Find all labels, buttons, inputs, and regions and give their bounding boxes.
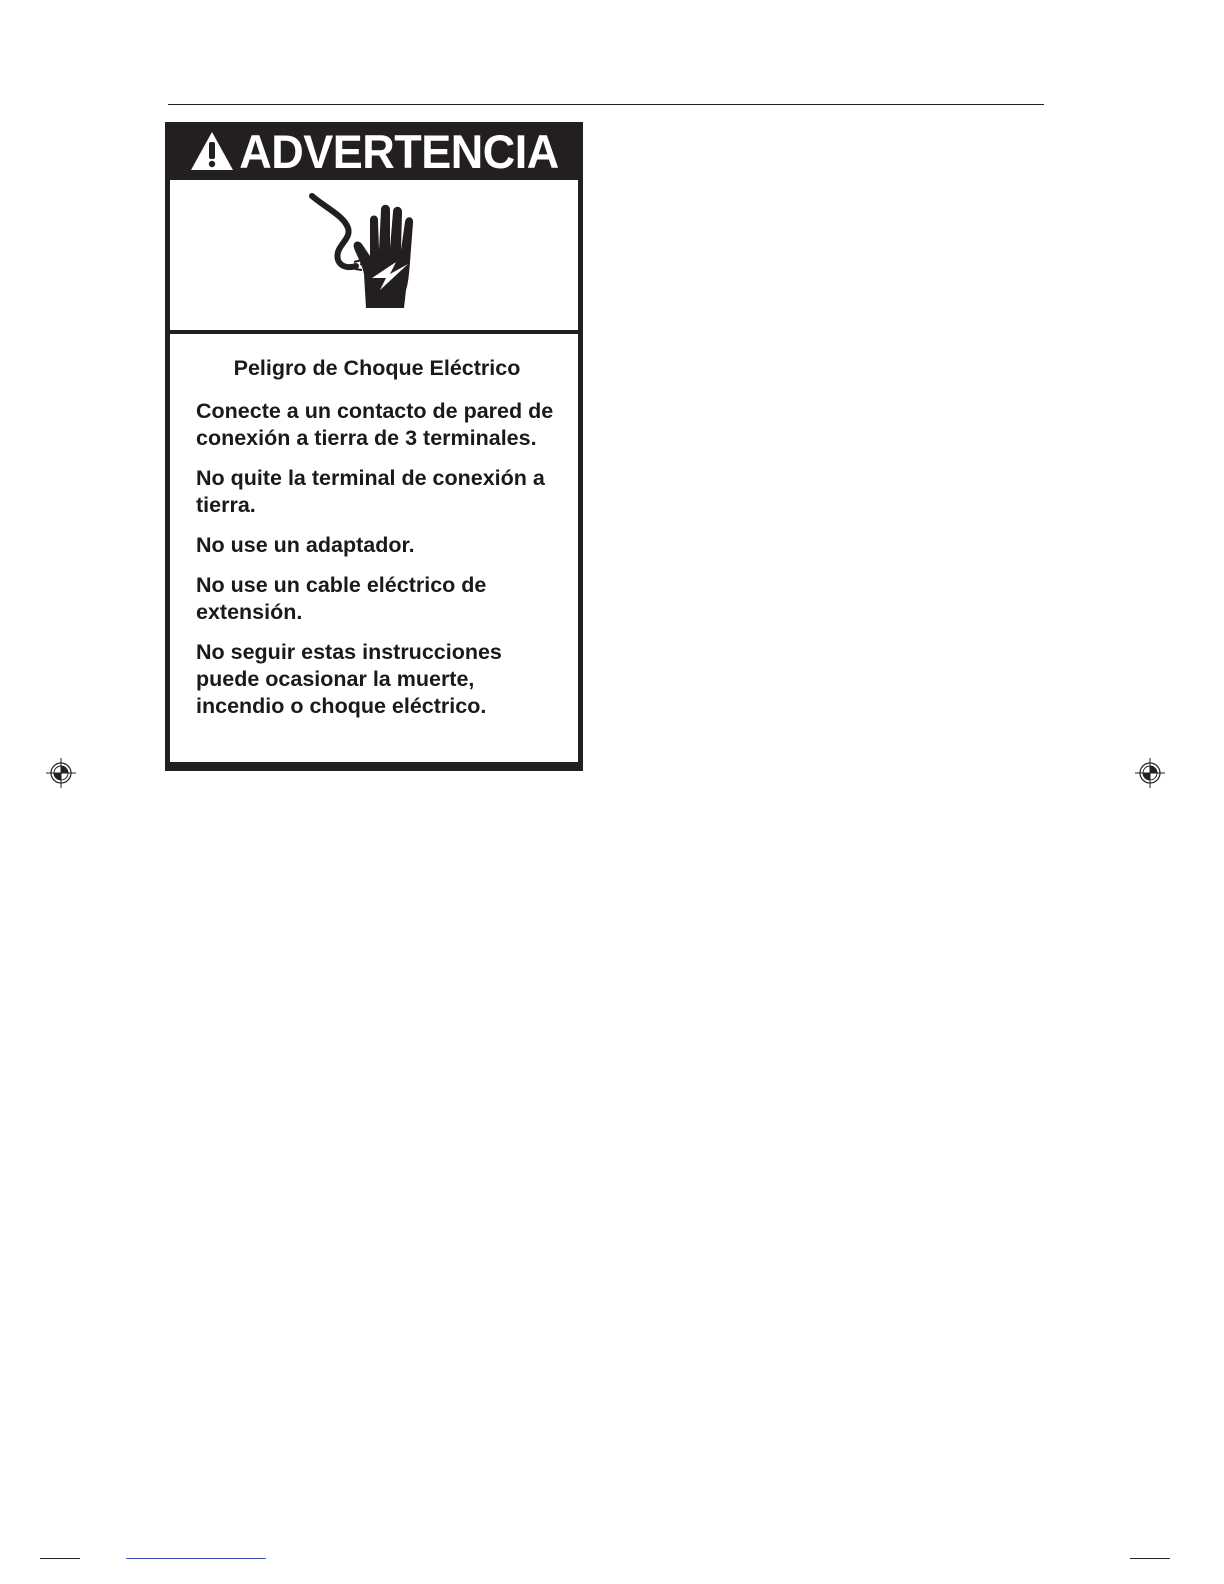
registration-mark-icon bbox=[46, 758, 76, 788]
header-rule bbox=[168, 104, 1044, 105]
hazard-name: Peligro de Choque Eléctrico bbox=[233, 356, 521, 380]
instruction-item: No use un cable eléctrico de extensión. bbox=[196, 572, 487, 624]
instructions-panel bbox=[170, 334, 578, 762]
electric-shock-hand-icon bbox=[304, 190, 444, 320]
instruction-item: No use un adaptador. bbox=[196, 532, 415, 557]
footer-crop-mark bbox=[40, 1558, 80, 1559]
footer-link-rule bbox=[126, 1558, 266, 1559]
exclamation-triangle-icon bbox=[189, 130, 235, 172]
registration-mark-icon bbox=[1135, 758, 1165, 788]
warning-title: ADVERTENCIA bbox=[239, 124, 559, 178]
instruction-item: Conecte a un contacto de pared de conexión a tierra de 3 terminales. bbox=[196, 398, 554, 450]
instruction-item: No quite la terminal de conexión a tierra. bbox=[196, 465, 545, 517]
warning-label bbox=[165, 122, 583, 771]
warning-header bbox=[170, 122, 578, 180]
footer-crop-mark bbox=[1130, 1558, 1170, 1559]
pictogram-panel bbox=[170, 180, 578, 330]
consequence-statement: No seguir estas instrucciones puede ocasionar la muerte, incendio o choque eléctrico. bbox=[196, 639, 502, 718]
